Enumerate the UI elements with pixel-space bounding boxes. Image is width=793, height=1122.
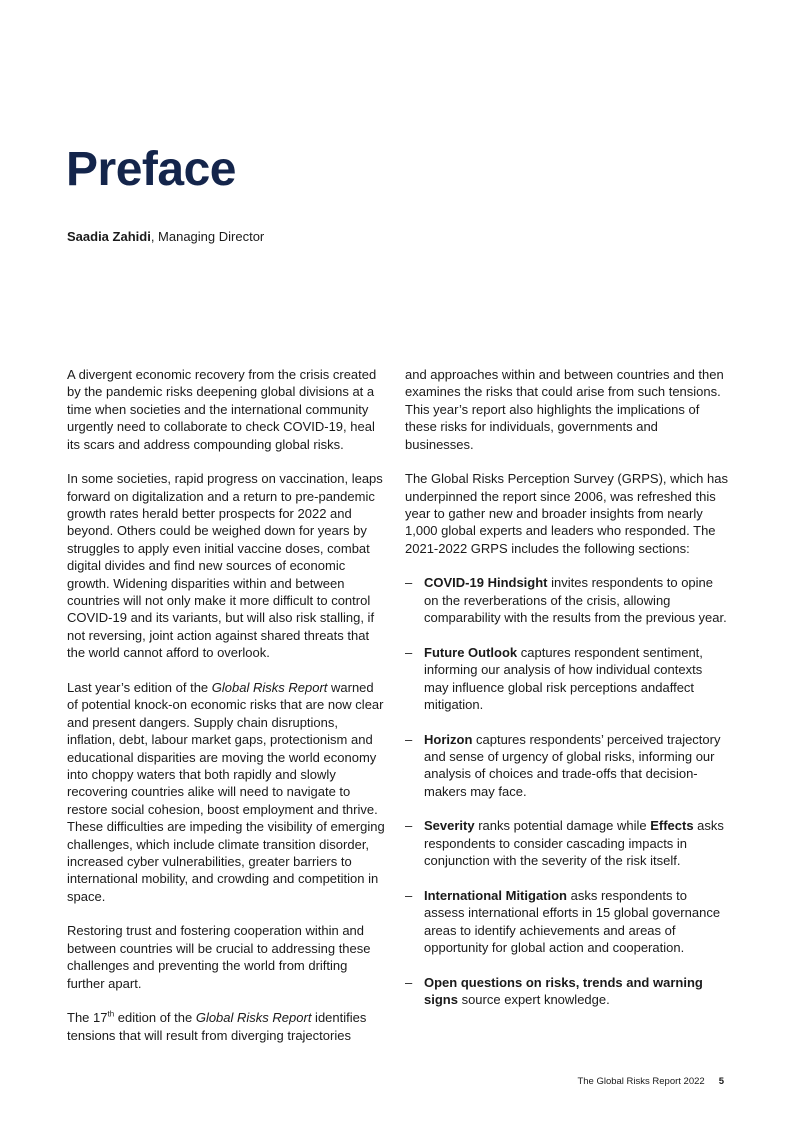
paragraph-text: warned of potential knock-on economic risks that are now clear and present dangers. Supply chain disruptions, inflation, debt, labour market gaps, protectionism and educational disparities are moving the world economy into choppy waters that both rapidly and slowly recovering countries alike will need to navigate to restore social cohesion, boost employment and thrive. These difficulties are impeding the visibility of emerging challenges, which include climate transition disorder, increased cyber vulnerabilities, greater barriers to international mobility, and crowding and competition in space.: [67, 679, 385, 904]
sections-list: [405, 574, 730, 1008]
list-item-text: source expert knowledge.: [457, 992, 610, 1008]
list-item: [405, 817, 730, 869]
list-item-text: ranks potential damage while: [474, 818, 651, 834]
list-item-heading: Effects: [650, 818, 694, 834]
paragraph-text: edition of the: [114, 1010, 196, 1026]
superscript: th: [107, 1009, 115, 1019]
list-item-heading: Horizon: [424, 731, 473, 747]
dash-bullet: –: [405, 575, 413, 591]
paragraph-text: Last year’s edition of the: [67, 679, 212, 695]
page-title: Preface: [66, 143, 236, 196]
list-item-text: captures respondents’ perceived trajectory and sense of urgency of global risks, informing our analysis of choices and trade-offs that decision-makers may face.: [424, 731, 721, 799]
paragraph: and approaches within and between countries and then examines the risks that could arise from such tensions. This year’s report also highlights the implications of these risks for individuals, governments and businesses.: [405, 367, 724, 452]
paragraph-text: identifies tensions that will result from diverging trajectories: [67, 1010, 367, 1043]
right-column: [405, 366, 730, 1026]
list-item: [405, 644, 730, 714]
list-item-heading: COVID-19 Hindsight: [424, 575, 548, 591]
paragraph-text: The 17: [67, 1010, 108, 1026]
dash-bullet: –: [405, 731, 413, 747]
page-footer: [577, 1076, 724, 1087]
left-column: [67, 366, 387, 1061]
dash-bullet: –: [405, 974, 413, 990]
list-item-heading: Severity: [424, 818, 475, 834]
dash-bullet: –: [405, 887, 413, 903]
list-item: [405, 731, 730, 801]
list-item-text: asks respondents to consider cascading impacts in conjunction with the severity of the risk itself.: [424, 818, 724, 869]
list-item-text: asks respondents to assess international efforts in 15 global governance areas to identify achievements and areas of opportunity for global action and cooperation.: [424, 887, 721, 956]
list-item: [405, 574, 730, 626]
list-item: [405, 974, 730, 1009]
paragraph: [67, 679, 387, 905]
list-item-text: invites respondents to opine on the reverberations of the crisis, allowing comparability with the results from the previous year.: [424, 575, 727, 626]
author-name: Saadia Zahidi: [67, 229, 151, 244]
footer-report-title: The Global Risks Report 2022: [577, 1076, 705, 1087]
author-line: [67, 229, 264, 244]
page-number: 5: [718, 1076, 724, 1087]
paragraph: In some societies, rapid progress on vaccination, leaps forward on digitalization and a return to pre-pandemic growth rates herald better prospects for 2022 and beyond. Others could be weighed down for years by struggles to apply even initial vaccine doses, combat digital divides and find new sources of economic growth. Widening disparities within and between countries will not only make it more difficult to control COVID-19 and its variants, but will also risk stalling, if not reversing, joint action against shared threats that the world cannot afford to overlook.: [67, 471, 383, 661]
report-title-italic: Global Risks Report: [195, 1010, 312, 1026]
dash-bullet: –: [405, 644, 413, 660]
list-item-heading: Open questions on risks, trends and warning signs: [424, 974, 703, 1008]
list-item: [405, 887, 730, 957]
paragraph: [67, 1009, 387, 1044]
report-title-italic: Global Risks Report: [211, 679, 328, 695]
list-item-text: captures respondent sentiment, informing our analysis of how individual contexts may influence global risk perceptions andaffect mitigation.: [424, 644, 703, 713]
paragraph: A divergent economic recovery from the crisis created by the pandemic risks deepening global divisions at a time when societies and the international community urgently need to collaborate to check COVID-19, heal its scars and address compounding global risks.: [67, 367, 377, 452]
list-item-heading: International Mitigation: [424, 887, 567, 903]
paragraph: The Global Risks Perception Survey (GRPS), which has underpinned the report since 2006, was refreshed this year to gather new and broader insights from nearly 1,000 global experts and leaders who responded. The 2021-2022 GRPS includes the following sections:: [405, 471, 728, 556]
list-item-heading: Future Outlook: [424, 644, 518, 660]
paragraph: Restoring trust and fostering cooperation within and between countries will be crucial to addressing these challenges and preventing the world from drifting further apart.: [67, 923, 371, 991]
author-role: , Managing Director: [150, 229, 265, 244]
dash-bullet: –: [405, 818, 413, 834]
